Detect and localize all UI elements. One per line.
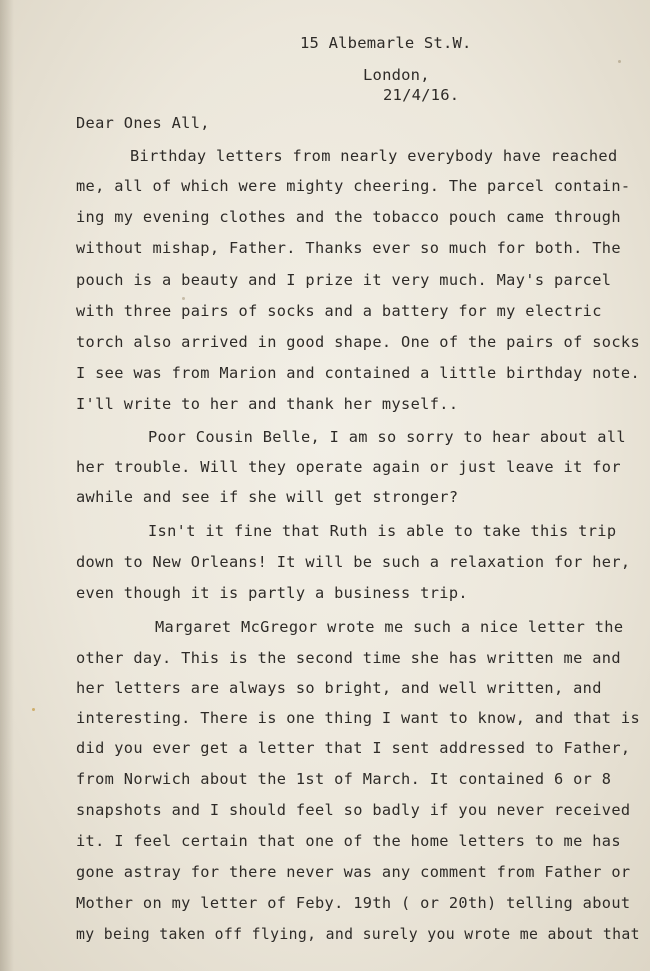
page-edge-shadow — [0, 0, 14, 971]
body-line: my being taken off flying, and surely you wrote me about that — [76, 925, 640, 943]
body-line: Mother on my letter of Feby. 19th ( or 20th) telling about — [76, 894, 631, 912]
body-line: I'll write to her and thank her myself.. — [76, 395, 459, 413]
body-line: Poor Cousin Belle, I am so sorry to hear about all — [148, 428, 626, 446]
body-line: even though it is partly a business trip. — [76, 584, 468, 602]
body-line: gone astray for there never was any comment from Father or — [76, 863, 631, 881]
body-line: from Norwich about the 1st of March. It contained 6 or 8 — [76, 770, 612, 788]
body-line: without mishap, Father. Thanks ever so much for both. The — [76, 239, 621, 257]
body-line: pouch is a beauty and I prize it very much. May's parcel — [76, 271, 612, 289]
body-line: with three pairs of socks and a battery for my electric — [76, 302, 602, 320]
body-line: other day. This is the second time she has written me and — [76, 649, 621, 667]
body-line: her letters are always so bright, and well written, and — [76, 679, 602, 697]
body-line: it. I feel certain that one of the home letters to me has — [76, 832, 621, 850]
body-line: I see was from Marion and contained a little birthday note. — [76, 364, 641, 382]
body-line: down to New Orleans! It will be such a relaxation for her, — [76, 553, 631, 571]
paper-speck — [182, 297, 185, 300]
body-line: snapshots and I should feel so badly if you never received — [76, 801, 631, 819]
body-line: awhile and see if she will get stronger? — [76, 488, 459, 506]
body-line: ing my evening clothes and the tobacco pouch came through — [76, 208, 621, 226]
body-line: Margaret McGregor wrote me such a nice letter the — [155, 618, 624, 636]
body-line: did you ever get a letter that I sent addressed to Father, — [76, 739, 631, 757]
body-line: interesting. There is one thing I want to know, and that is — [76, 709, 641, 727]
body-line: her trouble. Will they operate again or just leave it for — [76, 458, 621, 476]
paper-speck — [618, 60, 621, 63]
body-line: Birthday letters from nearly everybody have reached — [130, 147, 618, 165]
letter-date: 21/4/16. — [383, 86, 460, 104]
letter-salutation: Dear Ones All, — [76, 114, 210, 132]
body-line: me, all of which were mighty cheering. The parcel contain- — [76, 177, 631, 195]
paper-speck — [32, 708, 35, 711]
body-line: torch also arrived in good shape. One of the pairs of socks — [76, 333, 641, 351]
letter-address: 15 Albemarle St.W. — [300, 34, 472, 52]
body-line: Isn't it fine that Ruth is able to take this trip — [148, 522, 617, 540]
letter-city: London, — [363, 66, 430, 84]
